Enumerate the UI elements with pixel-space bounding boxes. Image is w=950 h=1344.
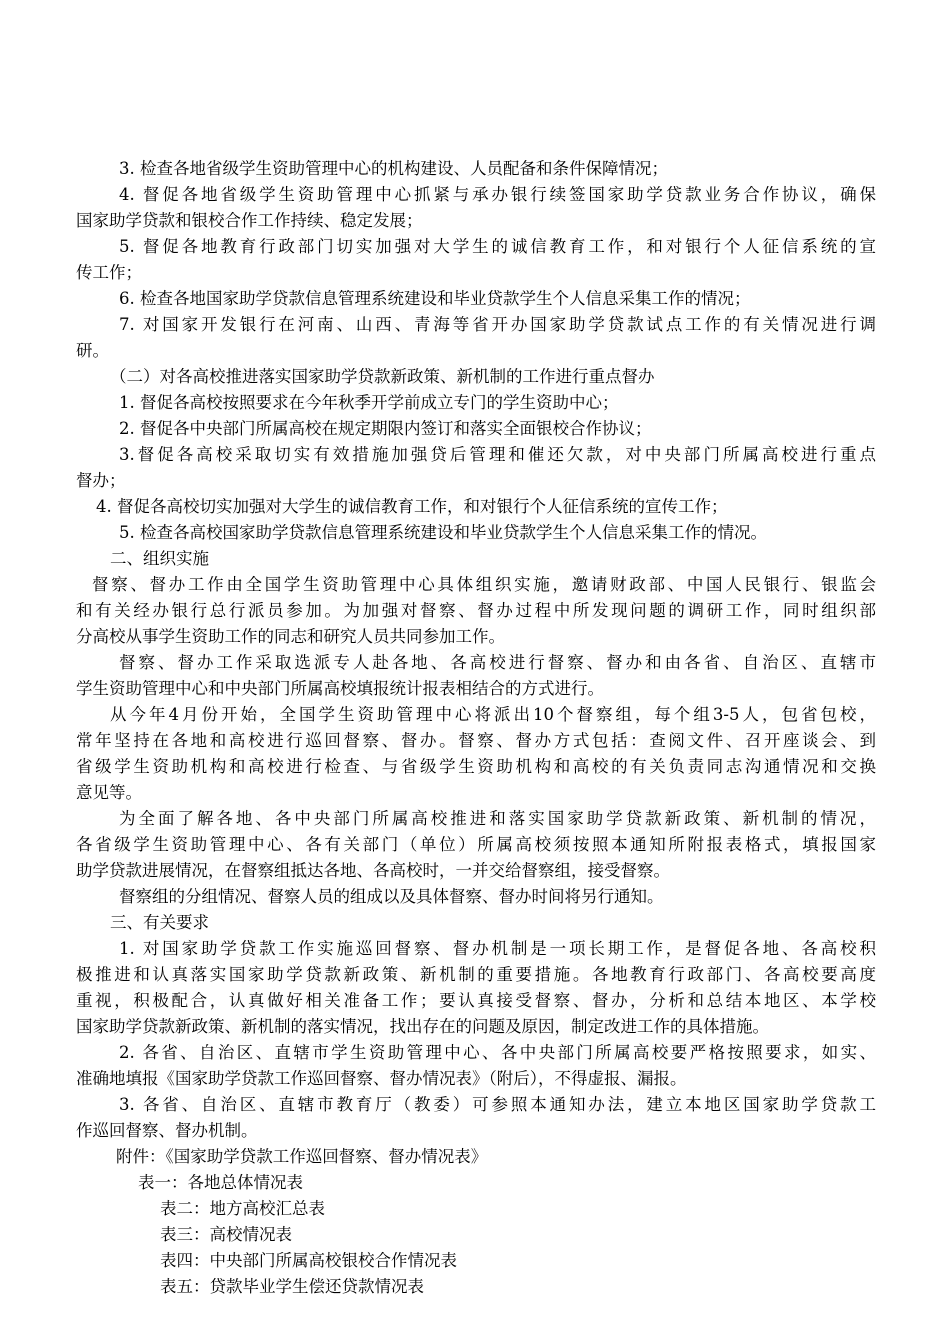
- attachment-title: 附件：《国家助学贷款工作巡回督察、督办情况表》: [116, 1147, 488, 1166]
- item-6-check-systems: 6. 检查各地国家助学贷款信息管理系统建设和毕业贷款学生个人信息采集工作的情况；: [119, 289, 751, 308]
- heading-requirements: 三、有关要求: [110, 913, 209, 932]
- para-report-line-1: 为全面了解各地、各中央部门所属高校推进和落实国家助学贷款新政策、新机制的情况，: [119, 809, 876, 828]
- section-2-heading: （二）对各高校推进落实国家助学贷款新政策、新机制的工作进行重点督办: [110, 367, 655, 386]
- para-schedule-line-2: 常年坚持在各地和高校进行巡回督察、督办。督察、督办方式包括：查阅文件、召开座谈会、到: [76, 731, 876, 750]
- item-7-line-2: 研。: [76, 341, 109, 360]
- req-2-line-2: 准确地填报《国家助学贷款工作巡回督察、督办情况表》（附后），不得虚报、漏报。: [76, 1069, 687, 1088]
- para-organization-line-3: 分高校从事学生资助工作的同志和研究人员共同参加工作。: [76, 627, 505, 646]
- sub-item-5: 5. 检查各高校国家助学贷款信息管理系统建设和毕业贷款学生个人信息采集工作的情况。: [119, 523, 767, 542]
- req-2-line-1: 2. 各省、自治区、直辖市学生资助管理中心、各中央部门所属高校要严格按照要求，如实、: [119, 1043, 876, 1062]
- req-1-line-2: 极推进和认真落实国家助学贷款新政策、新机制的重要措施。各地教育行政部门、各高校要高度: [76, 965, 876, 984]
- item-5-line-1: 5. 督促各地教育行政部门切实加强对大学生的诚信教育工作，和对银行个人征信系统的宣: [119, 237, 876, 256]
- para-notice: 督察组的分组情况、督察人员的组成以及具体督察、督办时间将另行通知。: [119, 887, 664, 906]
- req-1-line-4: 国家助学贷款新政策、新机制的落实情况，找出存在的问题及原因，制定改进工作的具体措施。: [76, 1017, 769, 1036]
- item-7-line-1: 7. 对国家开发银行在河南、山西、青海等省开办国家助学贷款试点工作的有关情况进行调: [119, 315, 876, 334]
- sub-item-3-line-2: 督办；: [76, 471, 126, 490]
- req-3-line-2: 作巡回督察、督办机制。: [76, 1121, 258, 1140]
- para-report-line-3: 助学贷款进展情况，在督察组抵达各地、各高校时，一并交给督察组，接受督察。: [76, 861, 670, 880]
- para-method-line-2: 学生资助管理中心和中央部门所属高校填报统计报表相结合的方式进行。: [76, 679, 604, 698]
- item-5-line-2: 传工作；: [76, 263, 142, 282]
- table-5-title: 表五：贷款毕业学生偿还贷款情况表: [160, 1277, 424, 1296]
- sub-item-4: 4. 督促各高校切实加强对大学生的诚信教育工作，和对银行个人征信系统的宣传工作；: [96, 497, 728, 516]
- item-3-check-centers: 3. 检查各地省级学生资助管理中心的机构建设、人员配备和条件保障情况；: [119, 159, 668, 178]
- para-organization-line-1: 督察、督办工作由全国学生资助管理中心具体组织实施，邀请财政部、中国人民银行、银监会: [92, 575, 876, 594]
- req-3-line-1: 3. 各省、自治区、直辖市教育厅（教委）可参照本通知办法，建立本地区国家助学贷款工: [119, 1095, 876, 1114]
- table-4-title: 表四：中央部门所属高校银校合作情况表: [160, 1251, 457, 1270]
- para-organization-line-2: 和有关经办银行总行派员参加。为加强对督察、督办过程中所发现问题的调研工作，同时组织部: [76, 601, 876, 620]
- para-schedule-line-4: 意见等。: [76, 783, 142, 802]
- para-schedule-line-1: 从今年4月份开始，全国学生资助管理中心将派出10个督察组，每个组3-5人，包省包校，: [110, 705, 876, 724]
- sub-item-3-line-1: 3.督促各高校采取切实有效措施加强贷后管理和催还欠款，对中央部门所属高校进行重点: [119, 445, 876, 464]
- para-method-line-1: 督察、督办工作采取选派专人赴各地、各高校进行督察、督办和由各省、自治区、直辖市: [119, 653, 876, 672]
- req-1-line-3: 重视，积极配合，认真做好相关准备工作；要认真接受督察、督办，分析和总结本地区、本学校: [76, 991, 876, 1010]
- item-4-line-2: 国家助学贷款和银校合作工作持续、稳定发展；: [76, 211, 423, 230]
- sub-item-2: 2. 督促各中央部门所属高校在规定期限内签订和落实全面银校合作协议；: [119, 419, 652, 438]
- table-3-title: 表三：高校情况表: [160, 1225, 292, 1244]
- sub-item-1: 1. 督促各高校按照要求在今年秋季开学前成立专门的学生资助中心；: [119, 393, 619, 412]
- req-1-line-1: 1. 对国家助学贷款工作实施巡回督察、督办机制是一项长期工作，是督促各地、各高校积: [119, 939, 876, 958]
- heading-organization: 二、组织实施: [110, 549, 209, 568]
- item-4-line-1: 4. 督促各地省级学生资助管理中心抓紧与承办银行续签国家助学贷款业务合作协议，确保: [119, 185, 876, 204]
- table-1-title: 表一：各地总体情况表: [138, 1173, 303, 1192]
- para-schedule-line-3: 省级学生资助机构和高校进行检查、与省级学生资助机构和高校的有关负责同志沟通情况和交换: [76, 757, 876, 776]
- para-report-line-2: 各省级学生资助管理中心、各有关部门（单位）所属高校须按照本通知所附报表格式，填报国家: [76, 835, 876, 854]
- table-2-title: 表二：地方高校汇总表: [160, 1199, 325, 1218]
